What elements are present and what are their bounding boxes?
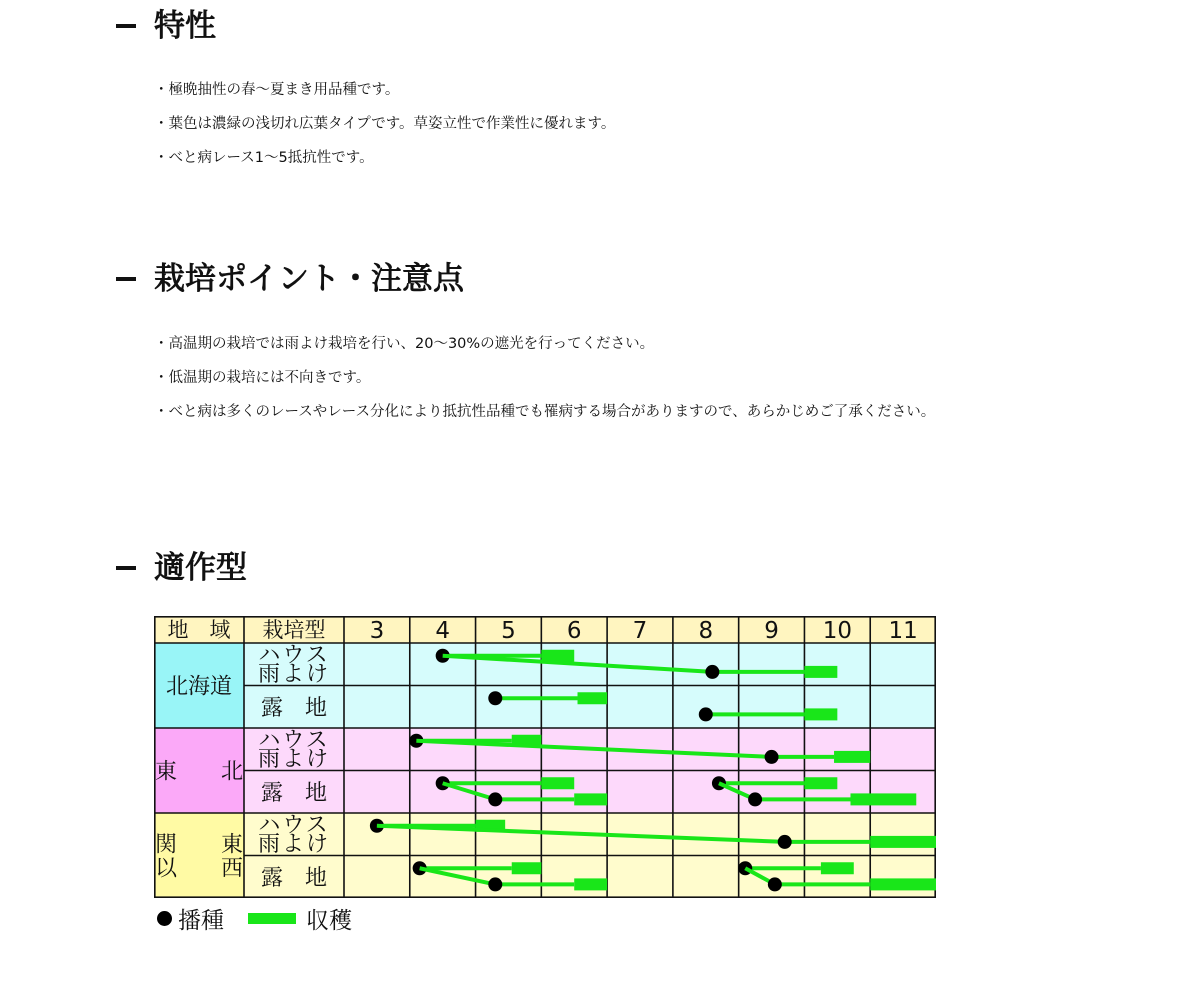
- features-list: [154, 73, 615, 175]
- header-region: 地 域: [167, 618, 231, 642]
- region-label: 以 西: [154, 856, 244, 882]
- month-label: 9: [764, 618, 779, 644]
- features-item: ・べと病レース1～5抵抗性です。: [154, 150, 374, 166]
- sowing-dot: [705, 665, 719, 679]
- type-label: ハウス: [258, 728, 330, 753]
- sowing-dot-icon: [157, 911, 172, 926]
- month-label: 6: [566, 618, 582, 644]
- harvest-bar: [821, 862, 854, 874]
- month-label: 11: [888, 618, 918, 644]
- harvest-bar: [804, 666, 837, 678]
- cropping-calendar-chart: [154, 616, 936, 898]
- cultivation-list: [154, 327, 944, 429]
- row-bg: [344, 771, 936, 814]
- harvest-bar: [850, 793, 916, 805]
- dash-icon: [116, 24, 136, 28]
- features-item: ・極晩抽性の春～夏まき用品種です。: [154, 82, 400, 98]
- chart-legend: [157, 902, 352, 934]
- legend-harvest-label: 収穫: [306, 907, 352, 934]
- type-label: 雨よけ: [257, 747, 331, 772]
- sowing-dot: [488, 877, 502, 891]
- region-label: 東 北: [154, 759, 244, 785]
- features-title: 特性: [154, 8, 216, 44]
- type-label: 露 地: [260, 695, 328, 721]
- type-label: 露 地: [260, 780, 328, 806]
- harvest-bar: [804, 708, 837, 720]
- cultivation-title: 栽培ポイント・注意点: [154, 261, 464, 297]
- section-title-cropping: [116, 548, 247, 588]
- sowing-dot: [748, 792, 762, 806]
- region-label: 関 東: [154, 832, 244, 858]
- dash-icon: [116, 566, 136, 570]
- month-label: 7: [632, 618, 648, 644]
- dash-icon: [116, 277, 136, 281]
- harvest-bar: [574, 793, 607, 805]
- row-bg: [344, 686, 936, 729]
- type-label: 露 地: [260, 865, 328, 891]
- harvest-bar: [541, 777, 574, 789]
- sowing-dot: [488, 792, 502, 806]
- section-title-features: [116, 6, 216, 46]
- month-label: 8: [698, 618, 714, 644]
- header-type: 栽培型: [262, 618, 326, 642]
- harvest-bar-icon: [248, 913, 296, 924]
- region-label: 北海道: [165, 674, 233, 700]
- month-label: 5: [501, 618, 516, 644]
- cropping-title: 適作型: [154, 550, 247, 586]
- sowing-dot: [488, 691, 502, 705]
- harvest-bar: [870, 878, 936, 890]
- cultivation-item: ・高温期の栽培では雨よけ栽培を行い、20～30%の遮光を行ってください。: [154, 336, 655, 352]
- harvest-bar: [804, 777, 837, 789]
- row-bg: [344, 856, 936, 899]
- harvest-bar: [834, 751, 870, 763]
- row-bg: [344, 643, 936, 686]
- section-title-cultivation: [116, 259, 464, 299]
- harvest-bar: [574, 878, 607, 890]
- month-label: 10: [822, 618, 852, 644]
- cultivation-item: ・低温期の栽培には不向きです。: [154, 370, 371, 386]
- type-label: 雨よけ: [257, 832, 331, 857]
- type-label: ハウス: [258, 643, 330, 668]
- sowing-dot: [778, 835, 792, 849]
- sowing-dot: [768, 877, 782, 891]
- harvest-bar: [578, 692, 608, 704]
- legend-sowing-label: 播種: [178, 907, 224, 934]
- sowing-dot: [765, 750, 779, 764]
- cropping-calendar-svg: [154, 616, 936, 898]
- features-item: ・葉色は濃緑の浅切れ広葉タイプです。草姿立性で作業性に優れます。: [154, 116, 616, 132]
- harvest-bar: [541, 650, 574, 662]
- harvest-bar: [870, 836, 936, 848]
- month-label: 4: [435, 618, 450, 644]
- harvest-bar: [512, 862, 542, 874]
- month-label: 3: [369, 618, 385, 644]
- type-label: 雨よけ: [257, 662, 331, 687]
- sowing-dot: [699, 707, 713, 721]
- cultivation-item: ・べと病は多くのレースやレース分化により抵抗性品種でも罹病する場合がありますので、あらかじめご了承ください。: [154, 404, 936, 420]
- type-label: ハウス: [258, 813, 330, 838]
